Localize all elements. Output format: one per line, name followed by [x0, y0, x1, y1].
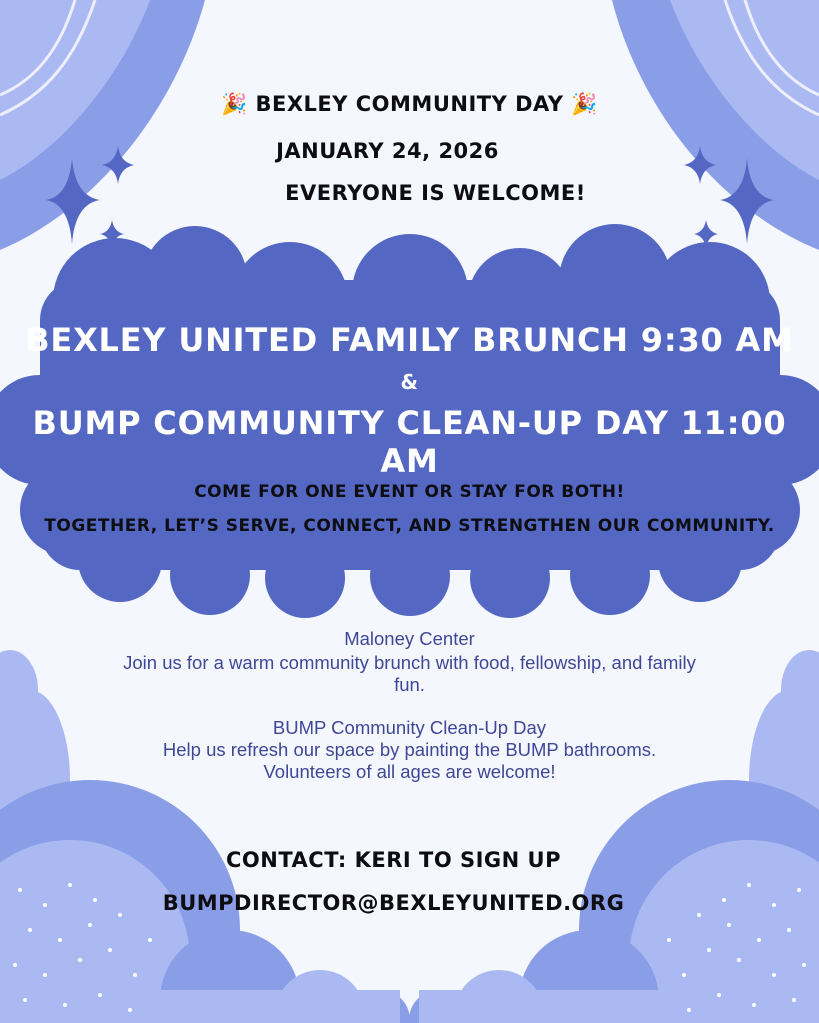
event-title: BEXLEY COMMUNITY DAY	[255, 92, 564, 116]
tagline-1: COME FOR ONE EVENT OR STAY FOR BOTH!	[194, 482, 625, 502]
welcome-text: EVERYONE IS WELCOME!	[285, 181, 586, 205]
curtain-top-left	[0, 0, 205, 250]
contact-line: CONTACT: KERI TO SIGN UP	[226, 848, 561, 872]
contact-email[interactable]: BUMPDIRECTOR@BEXLEYUNITED.ORG	[162, 891, 625, 915]
event-date: JANUARY 24, 2026	[276, 139, 499, 163]
cloud-bottom-right	[409, 650, 819, 1023]
cleanup-description: Help us refresh our space by painting the BUMP bathrooms.	[162, 739, 657, 760]
party-popper-icon: 🎉	[221, 92, 248, 116]
cleanup-title: BUMP Community Clean-Up Day	[272, 717, 547, 738]
tagline-2: TOGETHER, LET’S SERVE, CONNECT, AND STRENGTHEN OUR COMMUNITY.	[44, 516, 775, 536]
brunch-location: Maloney Center	[344, 628, 475, 649]
brunch-description-end: fun.	[394, 674, 425, 695]
brunch-description: Join us for a warm community brunch with food, fellowship, and family	[123, 652, 696, 673]
cleanup-volunteers: Volunteers of all ages are welcome!	[263, 761, 556, 782]
party-popper-icon: 🎉	[571, 92, 598, 116]
curtain-top-right	[612, 0, 819, 250]
cleanup-event-heading: BUMP COMMUNITY CLEAN-UP DAY 11:00 AM	[32, 404, 787, 480]
brunch-event-heading: BEXLEY UNITED FAMILY BRUNCH 9:30 AM	[25, 321, 794, 359]
ampersand: &	[400, 370, 419, 394]
cloud-bottom-left	[0, 650, 410, 1023]
event-title-line	[0, 92, 819, 117]
